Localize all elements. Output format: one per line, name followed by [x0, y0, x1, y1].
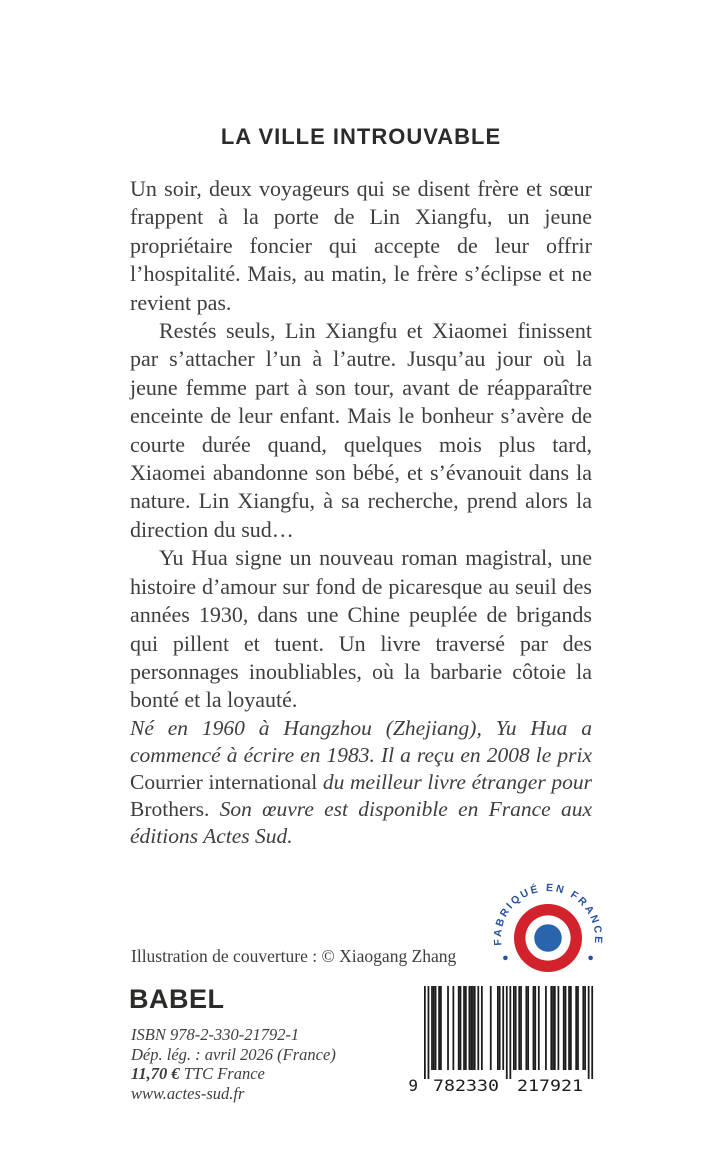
bio-segment: du meilleur livre étranger pour [317, 769, 592, 794]
isbn-line: ISBN 978-2-330-21792-1 [131, 1025, 300, 1044]
price-suffix: TTC France [179, 1064, 265, 1083]
bio-segment: Brothers. [130, 796, 210, 821]
publisher-logo-babel: BABEL [129, 984, 225, 1014]
badge-left-dot [503, 956, 508, 961]
svg-text:9: 9 [408, 1076, 418, 1094]
svg-text:782330: 782330 [433, 1076, 499, 1094]
synopsis-paragraph: Restés seuls, Lin Xiangfu et Xiaomei finissent par s’attacher l’un à l’autre. Jusqu’au jour où la jeune femme part à son tour, avant de réapparaître enceinte de leur enfant. Mais le bonheur s’avère de courte durée quand, quelques mois plus tard, Xiaomei abandonne son bébé, et s’évanouit dans la nature. Lin Xiangfu, à sa recherche, prend alors la direction du sud… [130, 318, 592, 542]
author-bio [130, 715, 592, 850]
badge-center-disc [534, 924, 562, 952]
colophon-block [131, 1025, 336, 1103]
synopsis-paragraph: Un soir, deux voyageurs qui se disent frère et sœur frappent à la porte de Lin Xiangfu, un jeune propriétaire foncier qui accepte de leur offrir l’hospitalité. Mais, au matin, le frère s’éclipse et ne revient pas. [130, 176, 592, 315]
bio-segment: Né en 1960 à Hangzhou (Zhejiang), Yu Hua a commencé à écrire en 1983. Il a reçu en 2008 le prix [130, 715, 592, 767]
synopsis-block [130, 175, 592, 850]
cover-illustration-credit: Illustration de couverture : © Xiaogang Zhang [131, 946, 457, 966]
badge-arc-text: FABRIQUÉ EN FRANCE [491, 881, 605, 947]
bio-segment: Courrier international [130, 769, 318, 794]
svg-text:217921: 217921 [517, 1076, 583, 1094]
synopsis-paragraph: Yu Hua signe un nouveau roman magistral, une histoire d’amour sur fond de picaresque au seuil des années 1930, dans une Chine peuplée de brigands qui pillent et tuent. Un livre traversé par des personnages inoubliables, où la barbarie côtoie la bonté et la loyauté. [130, 545, 592, 713]
price-line [131, 1064, 336, 1084]
bio-segment: Son œuvre est disponible en France aux éditions Actes Sud. [130, 796, 592, 848]
book-title: LA VILLE INTROUVABLE [220, 124, 502, 149]
ean-barcode [396, 986, 596, 1094]
publisher-website: www.actes-sud.fr [131, 1083, 245, 1103]
fabrique-en-france-badge [488, 876, 608, 996]
badge-right-dot [588, 956, 593, 961]
price-value: 11,70 € [131, 1064, 180, 1083]
legal-deposit-line: Dép. lég. : avril 2026 (France) [131, 1044, 336, 1064]
